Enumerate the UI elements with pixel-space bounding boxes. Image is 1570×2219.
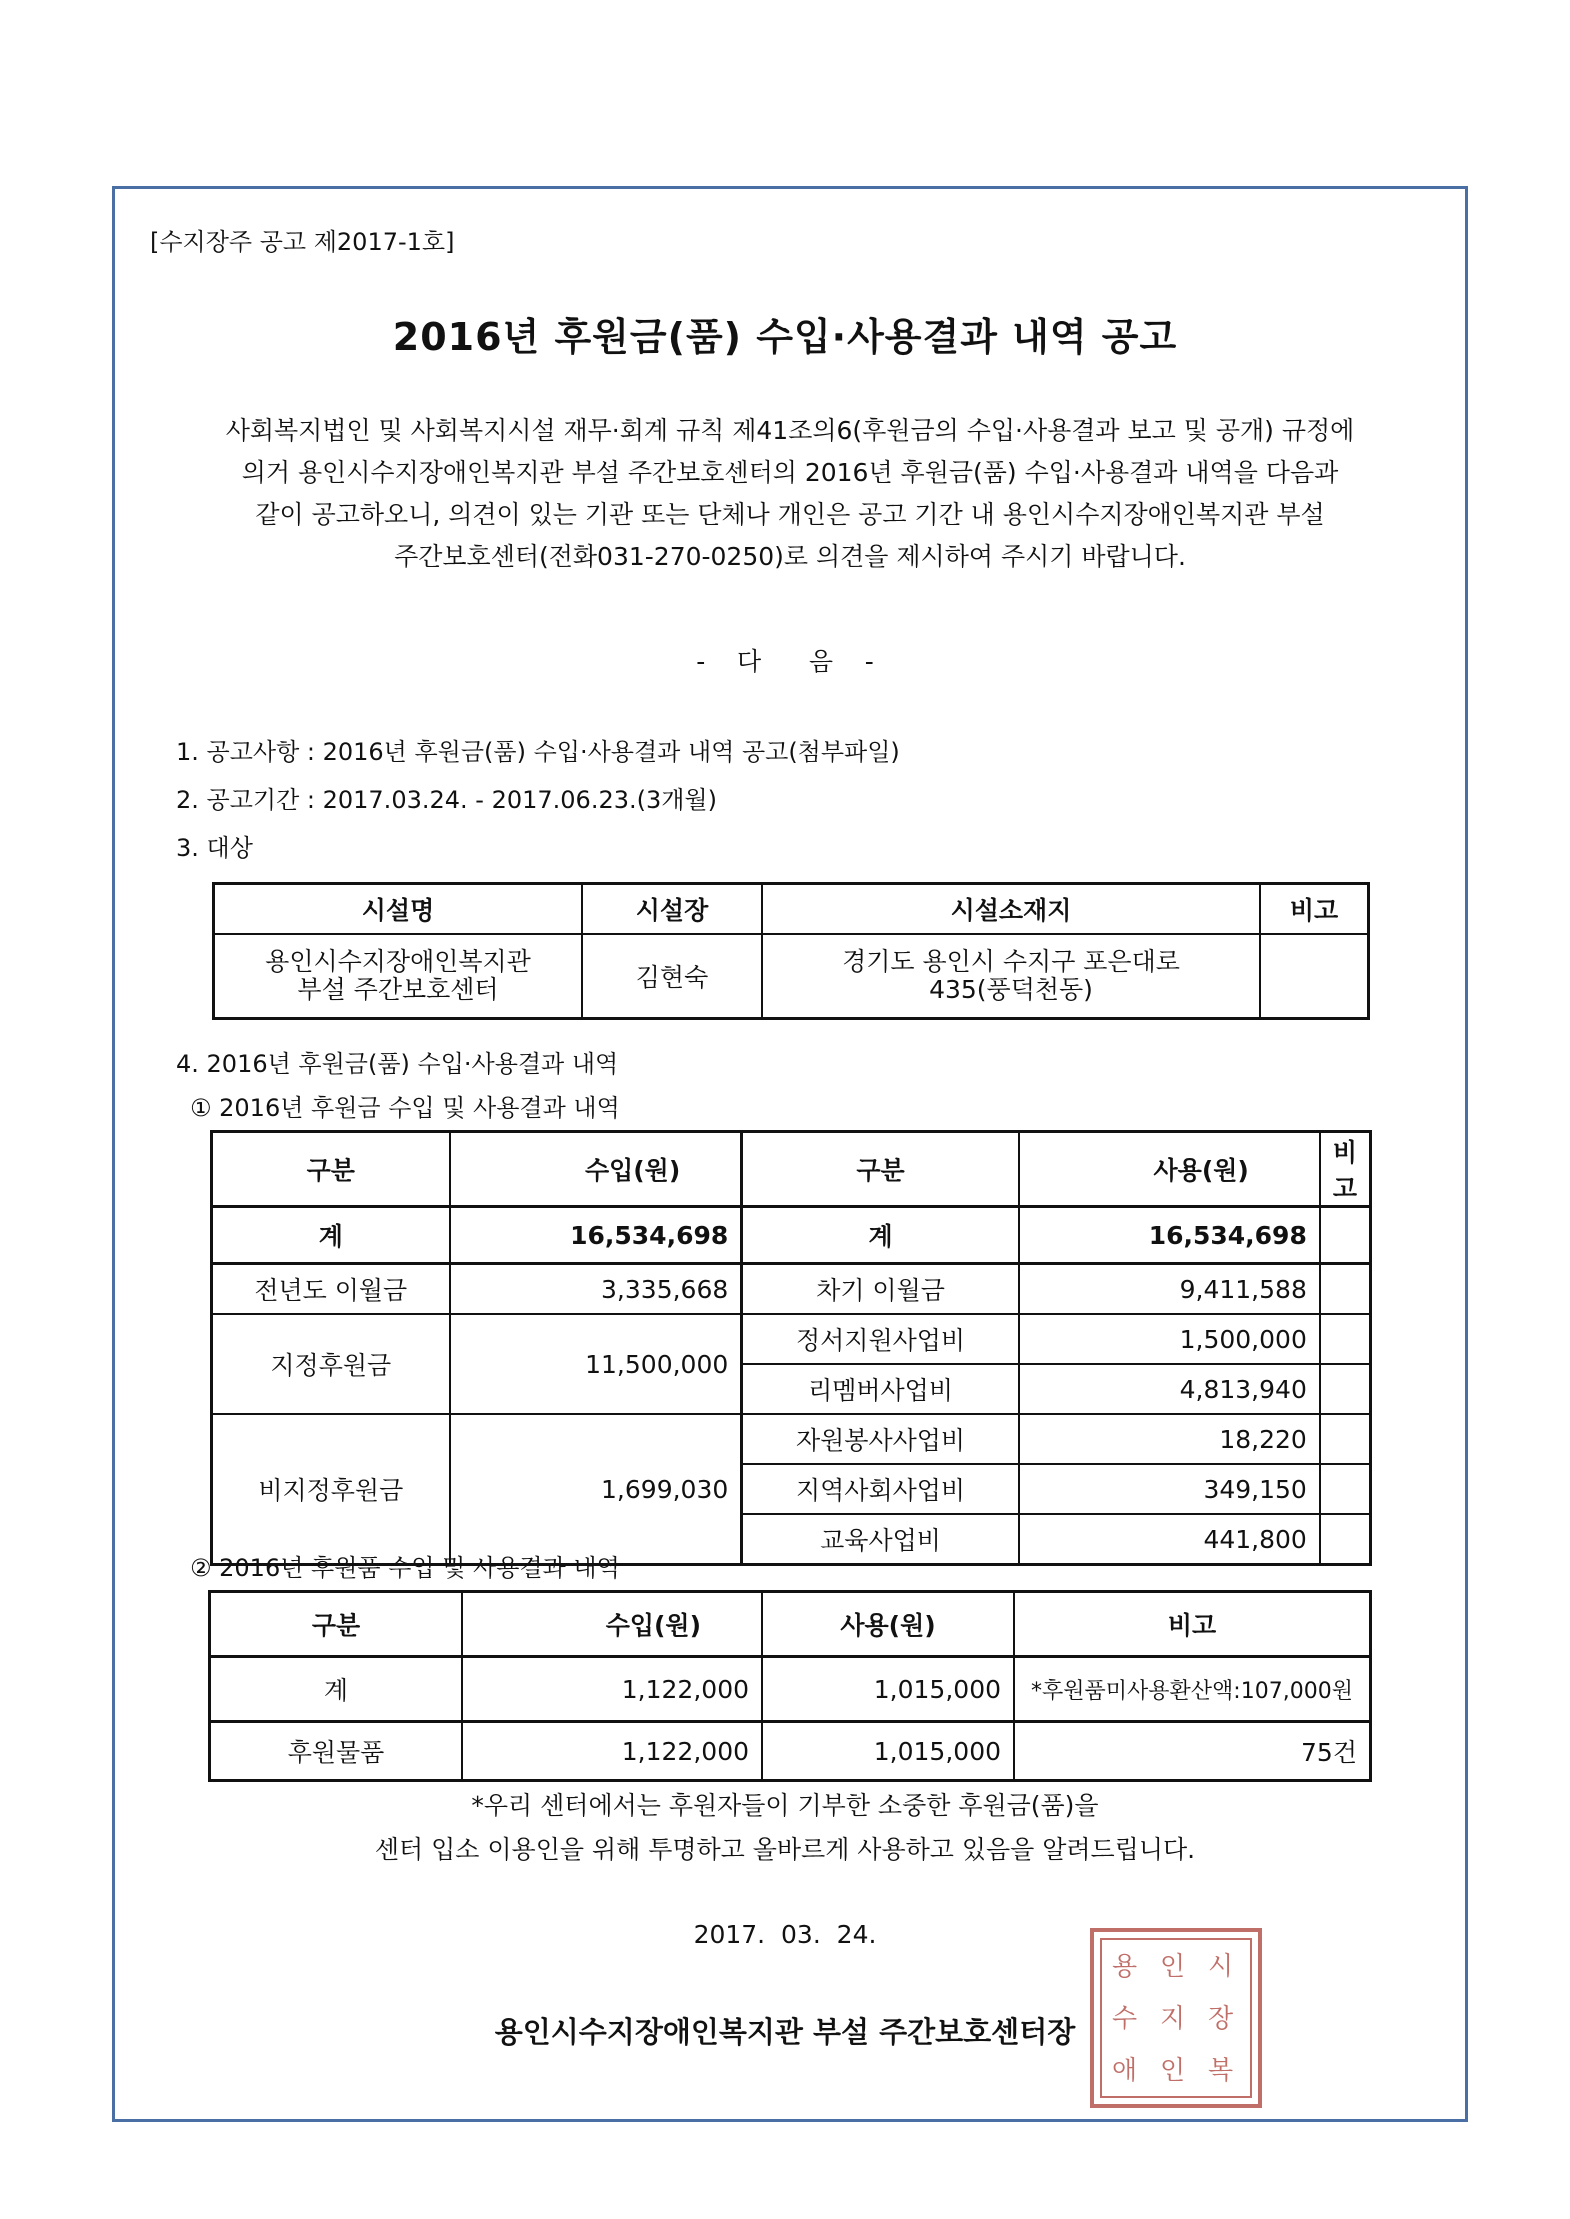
seal-glyph: 지	[1160, 2004, 1186, 2034]
total-income-label: 계	[212, 1207, 450, 1264]
seal-glyph: 시	[1208, 1952, 1234, 1982]
expense-category: 리멤버사업비	[742, 1364, 1019, 1414]
money-table	[210, 1130, 1372, 1566]
page-title: 2016년 후원금(품) 수입·사용결과 내역 공고	[392, 315, 1178, 359]
header-note: 비고	[1320, 1132, 1371, 1207]
seal-glyph: 장	[1208, 2004, 1234, 2034]
seal-glyph: 수	[1112, 2004, 1138, 2034]
header-goods-category: 구분	[210, 1592, 463, 1657]
announcement-date: 2017. 03. 24.	[693, 1920, 877, 1949]
intro-line: 같이 공고하오니, 의견이 있는 기관 또는 단체나 개인은 공고 기간 내 용인시수지장애인복지관 부설	[255, 500, 1325, 529]
intro-paragraph	[150, 410, 1430, 578]
income-amount: 3,335,668	[450, 1264, 742, 1315]
footer-note-line: 센터 입소 이용인을 위해 투명하고 올바르게 사용하고 있음을 알려드립니다.	[374, 1835, 1196, 1864]
expense-category: 교육사업비	[742, 1514, 1019, 1565]
expense-amount: 349,150	[1019, 1464, 1320, 1514]
expense-category: 정서지원사업비	[742, 1314, 1019, 1364]
header-income-amount: 수입(원)	[450, 1132, 742, 1207]
table-row-total	[212, 1207, 1371, 1264]
income-amount: 11,500,000	[450, 1314, 742, 1414]
income-category: 전년도 이월금	[212, 1264, 450, 1315]
header-facility-head: 시설장	[582, 884, 762, 935]
intro-line: 의거 용인시수지장애인복지관 부설 주간보호센터의 2016년 후원금(품) 수입·사용결과 내역을 다음과	[241, 458, 1339, 487]
total-note	[1320, 1207, 1371, 1264]
expense-category: 자원봉사사업비	[742, 1414, 1019, 1464]
expense-amount: 441,800	[1019, 1514, 1320, 1565]
expense-amount: 9,411,588	[1019, 1264, 1320, 1315]
goods-income: 1,122,000	[462, 1657, 762, 1722]
table-header-row	[210, 1592, 1371, 1657]
goods-usage: 1,015,000	[762, 1657, 1014, 1722]
header-facility-address: 시설소재지	[762, 884, 1260, 935]
expense-note	[1320, 1414, 1371, 1464]
expense-note	[1320, 1264, 1371, 1315]
facility-name-line: 용인시수지장애인복지관	[265, 947, 531, 976]
seal-glyph: 복	[1208, 2056, 1234, 2086]
expense-note	[1320, 1514, 1371, 1565]
expense-amount: 18,220	[1019, 1414, 1320, 1464]
facility-note	[1260, 934, 1369, 1019]
signer-name: 용인시수지장애인복지관 부설 주간보호센터장	[494, 2015, 1076, 2049]
table-row	[210, 1722, 1371, 1781]
goods-note: 75건	[1014, 1722, 1371, 1781]
expense-note	[1320, 1314, 1371, 1364]
table-header-row	[214, 884, 1369, 935]
goods-usage: 1,015,000	[762, 1722, 1014, 1781]
intro-line: 사회복지법인 및 사회복지시설 재무·회계 규칙 제41조의6(후원금의 수입·사용결과 보고 및 공개) 규정에	[225, 416, 1355, 445]
subitem-money: ① 2016년 후원금 수입 및 사용결과 내역	[190, 1094, 620, 1122]
expense-category: 지역사회사업비	[742, 1464, 1019, 1514]
goods-category: 후원물품	[210, 1722, 463, 1781]
item-target: 3. 대상	[176, 834, 253, 862]
expense-category: 차기 이월금	[742, 1264, 1019, 1315]
facility-address-line: 경기도 용인시 수지구 포은대로	[842, 947, 1180, 976]
table-row	[212, 1414, 1371, 1464]
expense-amount: 4,813,940	[1019, 1364, 1320, 1414]
item-period: 2. 공고기간 : 2017.03.24. - 2017.06.23.(3개월)	[176, 786, 717, 814]
intro-line: 주간보호센터(전화031-270-0250)로 의견을 제시하여 주시기 바랍니다.	[394, 542, 1186, 571]
header-expense-category: 구분	[742, 1132, 1019, 1207]
table-row	[210, 1657, 1371, 1722]
goods-note: *후원품미사용환산액:107,000원	[1014, 1657, 1371, 1722]
footer-note	[0, 1784, 1570, 1872]
expense-amount: 1,500,000	[1019, 1314, 1320, 1364]
income-category: 지정후원금	[212, 1314, 450, 1414]
footer-note-line: *우리 센터에서는 후원자들이 기부한 소중한 후원금(품)을	[471, 1791, 1099, 1820]
table-row	[212, 1264, 1371, 1315]
item-results: 4. 2016년 후원금(품) 수입·사용결과 내역	[176, 1050, 619, 1078]
facility-table	[212, 882, 1370, 1020]
income-category: 비지정후원금	[212, 1414, 450, 1565]
facility-name	[214, 934, 583, 1019]
facility-name-line: 부설 주간보호센터	[297, 975, 499, 1004]
notice-number: [수지장주 공고 제2017-1호]	[150, 228, 455, 256]
header-note: 비고	[1014, 1592, 1371, 1657]
header-goods-usage: 사용(원)	[762, 1592, 1014, 1657]
header-income-category: 구분	[212, 1132, 450, 1207]
facility-address-line: 435(풍덕천동)	[929, 975, 1093, 1004]
total-income-value: 16,534,698	[450, 1207, 742, 1264]
expense-note	[1320, 1364, 1371, 1414]
seal-glyph: 용	[1112, 1952, 1138, 1982]
section-divider-daum: - 다 음 -	[696, 647, 874, 676]
seal-glyph: 애	[1112, 2056, 1138, 2086]
facility-head: 김현숙	[582, 934, 762, 1019]
table-row	[212, 1314, 1371, 1364]
table-row	[214, 934, 1369, 1019]
subitem-goods: ② 2016년 후원품 수입 및 사용결과 내역	[190, 1554, 620, 1582]
header-expense-amount: 사용(원)	[1019, 1132, 1320, 1207]
header-note: 비고	[1260, 884, 1369, 935]
income-amount: 1,699,030	[450, 1414, 742, 1565]
total-expense-label: 계	[742, 1207, 1019, 1264]
seal-glyph: 인	[1160, 1952, 1186, 1982]
item-announcement: 1. 공고사항 : 2016년 후원금(품) 수입·사용결과 내역 공고(첨부파일)	[176, 738, 900, 766]
goods-table	[208, 1590, 1372, 1782]
header-goods-income: 수입(원)	[462, 1592, 762, 1657]
total-expense-value: 16,534,698	[1019, 1207, 1320, 1264]
goods-income: 1,122,000	[462, 1722, 762, 1781]
expense-note	[1320, 1464, 1371, 1514]
table-header-row	[212, 1132, 1371, 1207]
facility-address	[762, 934, 1260, 1019]
seal-glyph: 인	[1160, 2056, 1186, 2086]
goods-category: 계	[210, 1657, 463, 1722]
header-facility-name: 시설명	[214, 884, 583, 935]
